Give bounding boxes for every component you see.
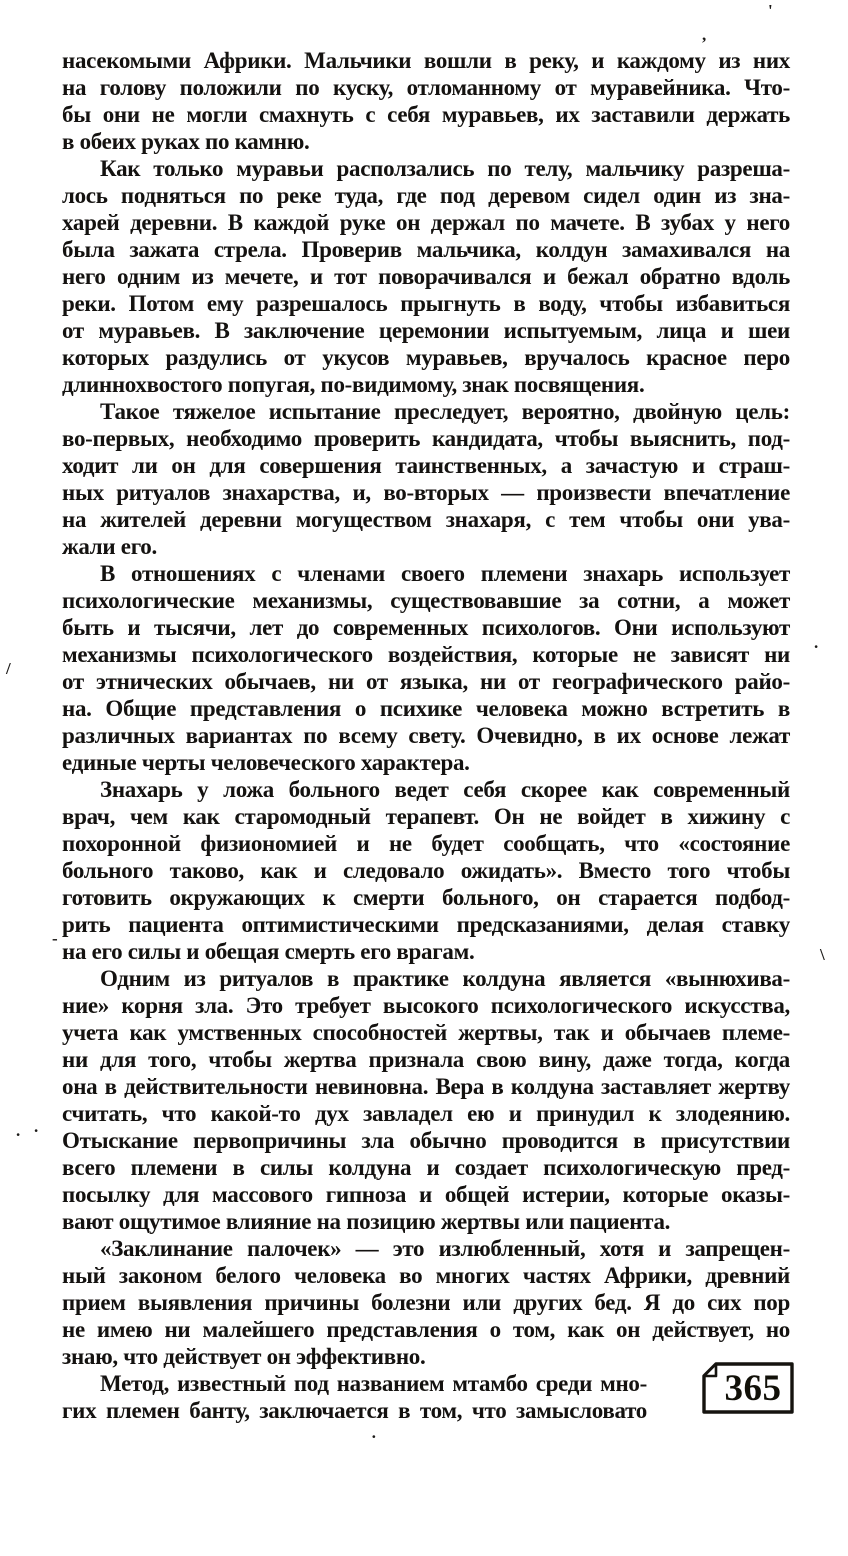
text-line: врач, чем как старомодный терапевт. Он не войдет в хижину с bbox=[62, 804, 790, 829]
scan-speck: , bbox=[702, 25, 707, 44]
text-line: похоронной физиономией и не будет сообщать, что «состояние bbox=[62, 831, 790, 856]
text-line: готовить окружающих к смерти больного, он старается подбод- bbox=[62, 885, 790, 910]
scan-speck: ' bbox=[768, 1, 773, 20]
text-line: Отыскание первопричины зла обычно проводится в присутствии bbox=[62, 1128, 790, 1153]
text-line: Такое тяжелое испытание преследует, вероятно, двойную цель: bbox=[100, 399, 790, 424]
text-line: бы они не могли смахнуть с себя муравьев, их заставили держать bbox=[62, 102, 790, 127]
text-line: больного таково, как и следовало ожидать». Вместо того чтобы bbox=[62, 858, 790, 883]
text-line: посылку для массового гипноза и общей истерии, которые оказы- bbox=[62, 1182, 790, 1207]
text-line: рить пациента оптимистическими предсказаниями, делая ставку bbox=[62, 912, 790, 937]
text-line: Одним из ритуалов в практике колдуна является «вынюхива- bbox=[100, 966, 790, 991]
scan-speck: / bbox=[6, 659, 11, 678]
text-line: различных вариантах по всему свету. Очевидно, в их основе лежат bbox=[62, 723, 790, 748]
text-line: Как только муравьи расползались по телу, мальчику разреша- bbox=[100, 156, 790, 181]
text-line: единые черты человеческого характера. bbox=[62, 750, 470, 775]
scan-speck: · bbox=[371, 1427, 377, 1446]
text-line: на его силы и обещая смерть его врагам. bbox=[62, 939, 475, 964]
text-line: Знахарь у ложа больного ведет себя скорее как современный bbox=[100, 777, 790, 802]
text-line: ный законом белого человека во многих частях Африки, древний bbox=[62, 1263, 790, 1288]
scan-speck: . bbox=[34, 1117, 39, 1136]
text-line: ние» корня зла. Это требует высокого психологического искусства, bbox=[62, 993, 790, 1018]
scan-speck: - bbox=[52, 929, 58, 948]
paragraph bbox=[62, 1235, 790, 1370]
text-line: на жителей деревни могуществом знахаря, с тем чтобы они ува- bbox=[62, 507, 790, 532]
text-line: гих племен банту, заключается в том, что замысловато bbox=[62, 1398, 647, 1423]
text-line: считать, что какой-то дух завладел ею и принудил к злодеянию. bbox=[62, 1101, 790, 1126]
paragraph bbox=[62, 47, 790, 155]
text-line: всего племени в силы колдуна и создает психологическую пред- bbox=[62, 1155, 790, 1180]
text-line: от этнических обычаев, ни от языка, ни от географического райо- bbox=[62, 669, 790, 694]
text-line: ходит ли он для совершения таинственных, а зачастую и страш- bbox=[62, 453, 790, 478]
paragraph bbox=[62, 398, 790, 560]
text-line: она в действительности невиновна. Вера в колдуна заставляет жертву bbox=[62, 1074, 790, 1099]
text-block bbox=[62, 47, 790, 1424]
scan-speck: . bbox=[814, 633, 819, 652]
text-line: длиннохвостого попугая, по-видимому, знак посвящения. bbox=[62, 372, 645, 397]
text-line: В отношениях с членами своего племени знахарь использует bbox=[100, 561, 790, 586]
scan-speck: \ bbox=[820, 945, 825, 964]
paragraph bbox=[62, 1370, 647, 1424]
text-line: жали его. bbox=[62, 534, 157, 559]
text-line: быть и тысячи, лет до современных психологов. Они используют bbox=[62, 615, 790, 640]
text-line: него одним из мечете, и тот поворачивался и бежал обратно вдоль bbox=[62, 264, 790, 289]
text-line: механизмы психологического воздействия, которые не зависят ни bbox=[62, 642, 790, 667]
text-line: в обеих руках по камню. bbox=[62, 129, 310, 154]
text-line: харей деревни. В каждой руке он держал по мачете. В зубах у него bbox=[62, 210, 790, 235]
text-line: которых раздулись от укусов муравьев, вручалось красное перо bbox=[62, 345, 790, 370]
text-line: психологические механизмы, существовавшие за сотни, а может bbox=[62, 588, 790, 613]
paragraph bbox=[62, 560, 790, 776]
page-number: 365 bbox=[724, 1367, 782, 1409]
text-line: ных ритуалов знахарства, и, во-вторых — произвести впечатление bbox=[62, 480, 790, 505]
text-line: ни для того, чтобы жертва признала свою вину, даже тогда, когда bbox=[62, 1047, 790, 1072]
scan-speck: . bbox=[16, 1121, 21, 1140]
text-line: на. Общие представления о психике человека можно встретить в bbox=[62, 696, 790, 721]
text-line: была зажата стрела. Проверив мальчика, колдун замахивался на bbox=[62, 237, 790, 262]
text-line: во-первых, необходимо проверить кандидата, чтобы выяснить, под- bbox=[62, 426, 790, 451]
paragraph bbox=[62, 776, 790, 965]
text-line: лось подняться по реке туда, где под деревом сидел один из зна- bbox=[62, 183, 790, 208]
paragraph bbox=[62, 965, 790, 1235]
text-line: учета как умственных способностей жертвы, так и обычаев племе- bbox=[62, 1020, 790, 1045]
text-line: вают ощутимое влияние на позицию жертвы или пациента. bbox=[62, 1209, 671, 1234]
text-line: знаю, что действует он эффективно. bbox=[62, 1344, 426, 1369]
page-number-badge bbox=[700, 1360, 796, 1416]
text-line: от муравьев. В заключение церемонии испытуемым, лица и шеи bbox=[62, 318, 790, 343]
text-line: прием выявления причины болезни или других бед. Я до сих пор bbox=[62, 1290, 790, 1315]
text-line: не имею ни малейшего представления о том, как он действует, но bbox=[62, 1317, 790, 1342]
text-line: «Заклинание палочек» — это излюбленный, хотя и запрещен- bbox=[100, 1236, 790, 1261]
text-line: насекомыми Африки. Мальчики вошли в реку, и каждому из них bbox=[62, 48, 790, 73]
text-line: Метод, известный под названием мтамбо среди мно- bbox=[100, 1371, 647, 1396]
paragraph bbox=[62, 155, 790, 398]
text-line: реки. Потом ему разрешалось прыгнуть в воду, чтобы избавиться bbox=[62, 291, 790, 316]
text-line: на голову положили по куску, отломанному от муравейника. Что- bbox=[62, 75, 790, 100]
